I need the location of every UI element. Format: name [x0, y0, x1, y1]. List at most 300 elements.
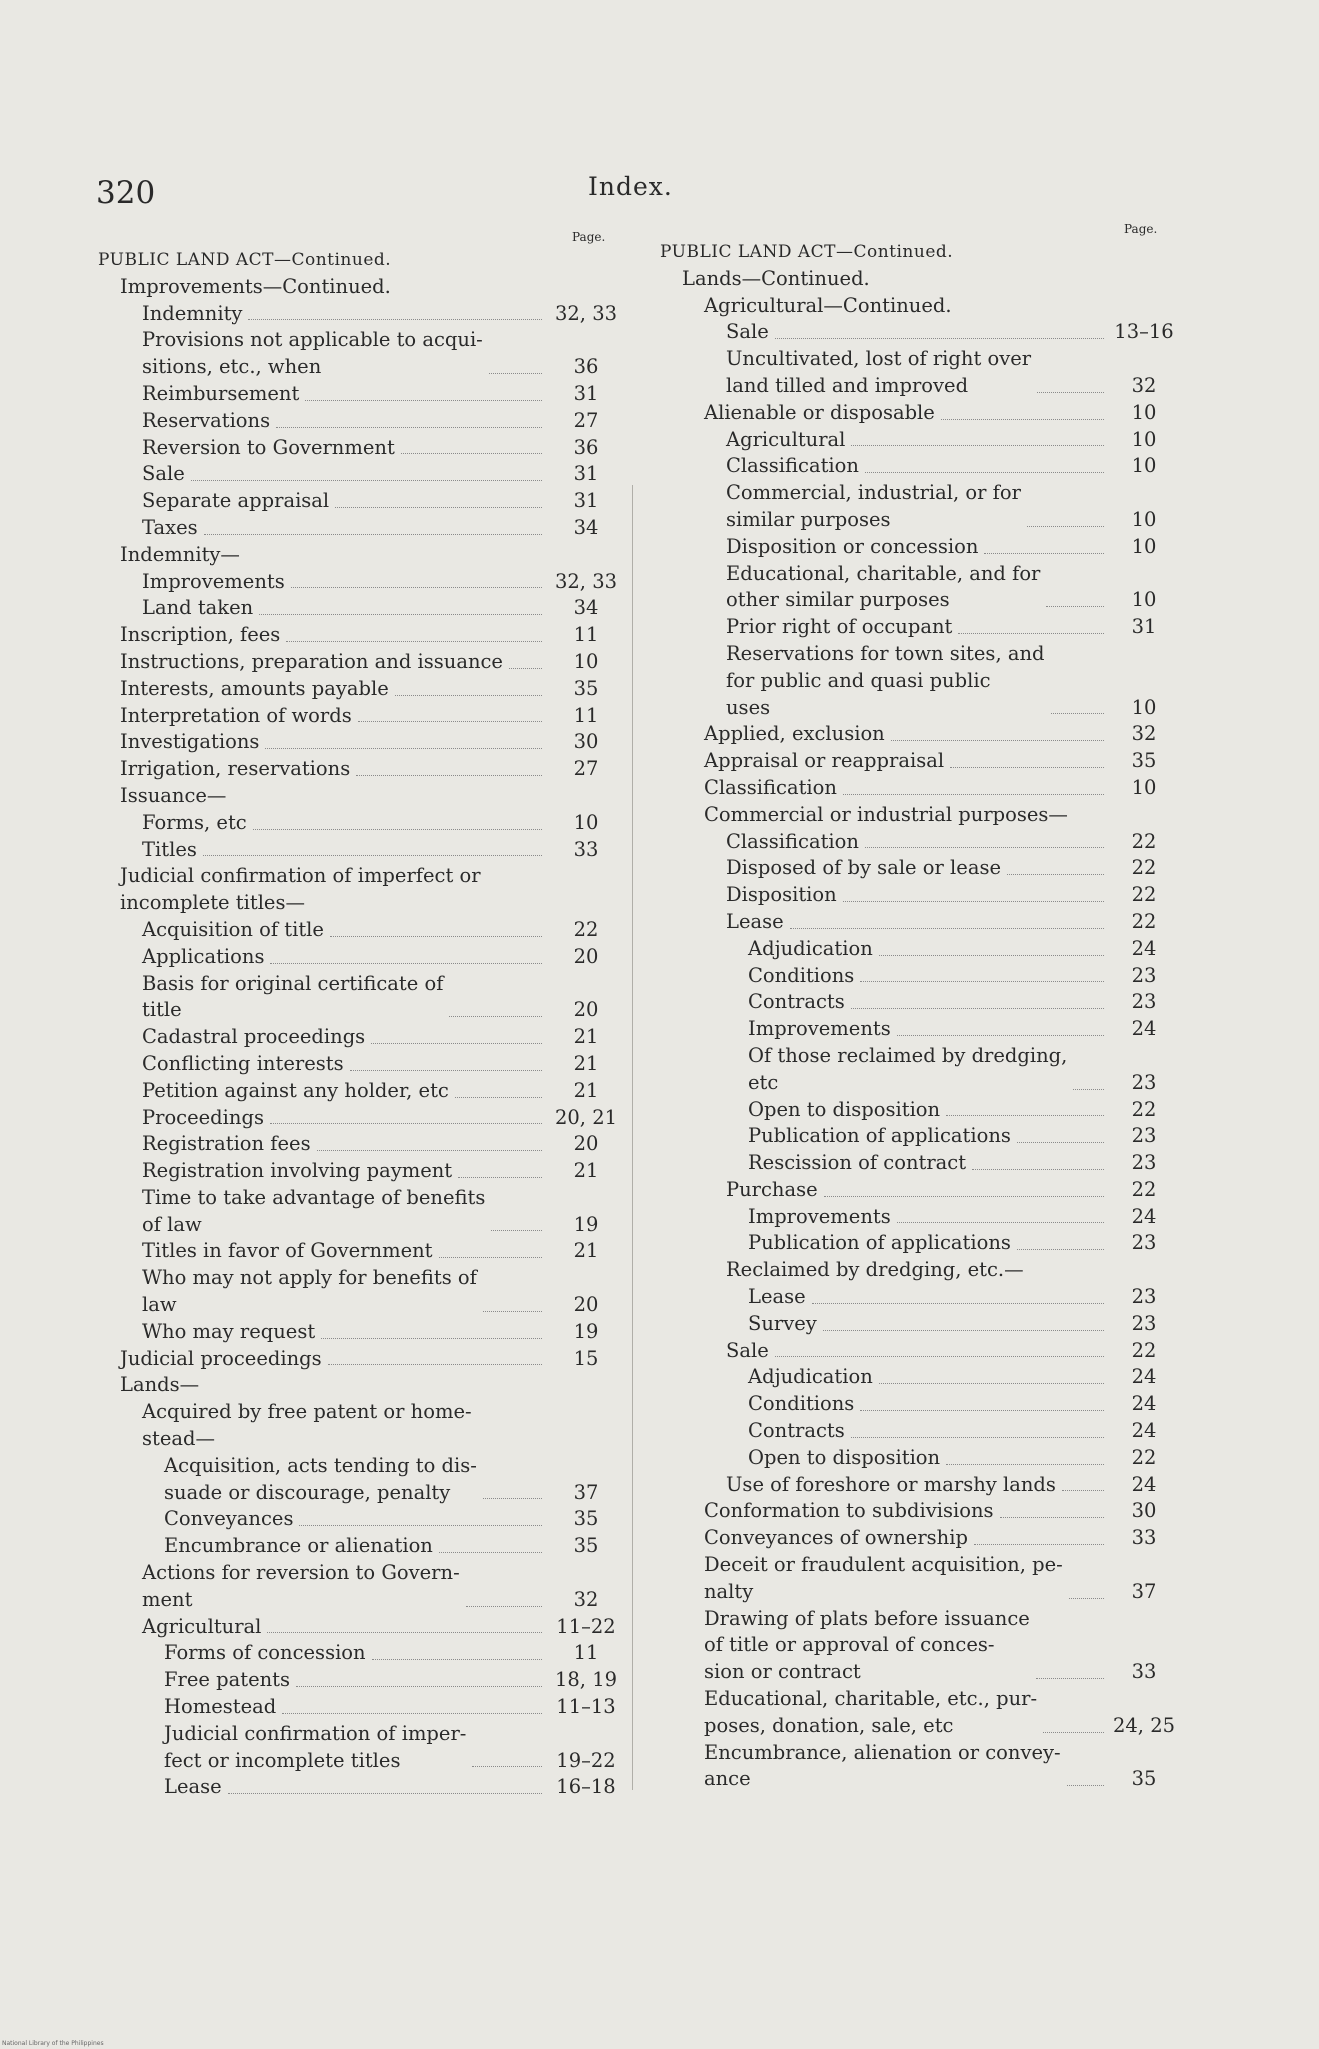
- index-entry-page: 36: [573, 435, 599, 459]
- dot-leader: [296, 1686, 542, 1687]
- index-entry-text: Disposed of by sale or lease: [726, 856, 1001, 880]
- index-entry: [98, 783, 624, 810]
- index-entry-text: Survey: [748, 1311, 817, 1335]
- dot-leader: [491, 1230, 542, 1231]
- dot-leader: [204, 534, 542, 535]
- index-entry-text: Agricultural—Continued.: [704, 293, 952, 317]
- index-entry: [98, 569, 624, 596]
- dot-leader: [509, 668, 542, 669]
- index-entry: [660, 1016, 1178, 1043]
- index-entry-page: 21: [573, 1025, 599, 1049]
- index-entry-text: Lease: [164, 1775, 222, 1799]
- index-entry: [98, 461, 624, 488]
- index-entry: [660, 1740, 1178, 1794]
- dot-leader: [455, 1097, 542, 1098]
- index-entry-text: Cadastral proceedings: [142, 1025, 366, 1049]
- index-entry: [660, 1097, 1178, 1124]
- index-entry-text: Open to disposition: [748, 1097, 941, 1121]
- dot-leader: [1037, 392, 1104, 393]
- index-entry-page: 20: [573, 998, 599, 1022]
- index-entry: [98, 729, 624, 756]
- page-column-label-right: Page.: [1124, 222, 1158, 236]
- index-entry-text: Commercial or industrial purposes—: [704, 802, 1068, 826]
- dot-leader: [775, 1356, 1104, 1357]
- index-entry-page: 10: [1131, 454, 1157, 478]
- index-entry-text: Educational, charitable, etc., pur- poses, donation, sale, etc: [704, 1687, 1038, 1737]
- index-entry-text: Rescission of contract: [748, 1151, 967, 1175]
- dot-leader: [851, 1437, 1104, 1438]
- index-entry-page: 24: [1131, 1365, 1157, 1389]
- dot-leader: [941, 419, 1104, 420]
- index-entry-text: Alienable or disposable: [704, 400, 935, 424]
- index-entry-text: Issuance—: [120, 783, 227, 807]
- index-entry: [98, 917, 624, 944]
- index-entry: [98, 1372, 624, 1399]
- dot-leader: [972, 1169, 1104, 1170]
- index-entry: [98, 1453, 624, 1507]
- dot-leader: [984, 553, 1104, 554]
- index-entry-text: Irrigation, reservations: [120, 757, 351, 781]
- index-entry-page: 32: [1131, 722, 1157, 746]
- dot-leader: [1036, 1678, 1104, 1679]
- index-entry-page: 35: [1131, 1767, 1157, 1791]
- dot-leader: [958, 633, 1104, 634]
- index-entry-text: Open to disposition: [748, 1445, 941, 1469]
- dot-leader: [335, 507, 542, 508]
- index-entry-text: Drawing of plats before issuance of title or approval of conces- sion or contract: [704, 1606, 1030, 1684]
- index-entry-page: 33: [1131, 1526, 1157, 1550]
- index-entry: [98, 1105, 624, 1132]
- index-entry: [660, 802, 1178, 829]
- index-entry: [98, 515, 624, 542]
- index-entry-page: 35: [573, 676, 599, 700]
- index-entry-text: Forms of concession: [164, 1641, 366, 1665]
- index-entry-text: Acquired by free patent or home- stead—: [142, 1400, 472, 1451]
- index-entry: [660, 829, 1178, 856]
- index-entry: [98, 1533, 624, 1560]
- index-entry-page: 35: [1131, 749, 1157, 773]
- dot-leader: [1043, 1732, 1104, 1733]
- dot-leader: [276, 427, 542, 428]
- dot-leader: [203, 855, 542, 856]
- dot-leader: [358, 721, 542, 722]
- index-entry-page: 31: [573, 462, 599, 486]
- index-entry-page: 20, 21: [554, 1105, 618, 1129]
- dot-leader: [860, 1410, 1104, 1411]
- index-entry-text: Agricultural: [142, 1614, 262, 1638]
- index-entry: [98, 1399, 624, 1453]
- index-entry-text: Homestead: [164, 1695, 277, 1719]
- index-entry: [98, 1051, 624, 1078]
- index-entry-page: 24, 25: [1112, 1713, 1176, 1737]
- index-entry: [660, 1364, 1178, 1391]
- dot-leader: [879, 1383, 1104, 1384]
- index-entry-text: Adjudication: [748, 1365, 873, 1389]
- dot-leader: [330, 936, 542, 937]
- index-entry-text: Investigations: [120, 730, 260, 754]
- index-entry-page: 10: [1131, 695, 1157, 719]
- index-entry: [98, 1024, 624, 1051]
- index-entry-page: 23: [1131, 1311, 1157, 1335]
- index-entry-text: Registration involving payment: [142, 1159, 453, 1183]
- index-entry-page: 10: [1131, 534, 1157, 558]
- dot-leader: [372, 1659, 542, 1660]
- dot-leader: [265, 748, 542, 749]
- index-entry-page: 24: [1131, 936, 1157, 960]
- dot-leader: [1007, 874, 1104, 875]
- index-entry: [660, 1338, 1178, 1365]
- dot-leader: [401, 453, 542, 454]
- index-entry-page: 21: [573, 1078, 599, 1102]
- index-entry: [660, 1418, 1178, 1445]
- dot-leader: [812, 1303, 1104, 1304]
- dot-leader: [1073, 1089, 1104, 1090]
- dot-leader: [395, 695, 542, 696]
- dot-leader: [891, 740, 1104, 741]
- index-entry-page: 22: [1131, 909, 1157, 933]
- index-entry-page: 10: [1131, 400, 1157, 424]
- index-entry: [98, 1694, 624, 1721]
- index-entry-text: Interpretation of words: [120, 703, 352, 727]
- index-entry: [660, 293, 1178, 320]
- footer-credit: National Library of the Philippines: [2, 2040, 104, 2047]
- index-entry-page: 22: [1131, 1177, 1157, 1201]
- index-entry-page: 19–22: [556, 1748, 616, 1772]
- index-entry: [98, 408, 624, 435]
- index-entry-text: Registration fees: [142, 1132, 311, 1156]
- index-entry: [98, 1774, 624, 1801]
- index-entry-text: Appraisal or reappraisal: [704, 749, 945, 773]
- index-entry-text: Instructions, preparation and issuance: [120, 649, 503, 673]
- dot-leader: [1017, 1142, 1104, 1143]
- dot-leader: [851, 445, 1104, 446]
- dot-leader: [282, 1713, 542, 1714]
- index-entry: [98, 488, 624, 515]
- index-entry: [98, 1265, 624, 1319]
- index-entry-text: Judicial proceedings: [120, 1346, 322, 1370]
- index-entry-text: Lease: [726, 909, 784, 933]
- index-entry-page: 22: [1131, 829, 1157, 853]
- dot-leader: [1017, 1249, 1104, 1250]
- index-entry: [660, 400, 1178, 427]
- index-entry-text: Acquisition of title: [142, 917, 324, 941]
- index-entry-text: Who may request: [142, 1319, 316, 1343]
- index-entry-page: 19: [573, 1212, 599, 1236]
- index-entry: [98, 1506, 624, 1533]
- index-entry-text: Publication of applications: [748, 1124, 1011, 1148]
- dot-leader: [248, 319, 542, 320]
- index-entry-page: 34: [573, 596, 599, 620]
- index-entry-text: Actions for reversion to Govern- ment: [142, 1561, 460, 1611]
- column-divider: [632, 485, 633, 1790]
- index-entry-page: 30: [573, 730, 599, 754]
- index-entry-text: Inscription, fees: [120, 623, 281, 647]
- index-entry-page: 23: [1131, 1151, 1157, 1175]
- index-entry-text: Educational, charitable, and for other similar purposes: [726, 561, 1041, 612]
- index-entry: [660, 1311, 1178, 1338]
- dot-leader: [1067, 1785, 1104, 1786]
- index-entry: [660, 480, 1178, 534]
- index-entry-text: Conflicting interests: [142, 1051, 344, 1075]
- index-entry: [660, 319, 1178, 346]
- index-entry-page: 27: [573, 408, 599, 432]
- index-entry: [660, 909, 1178, 936]
- index-entry: [660, 561, 1178, 615]
- index-entry-page: 21: [573, 1239, 599, 1263]
- index-entry-text: Uncultivated, lost of right over land tilled and improved: [726, 347, 1032, 397]
- index-entry-page: 20: [573, 1132, 599, 1156]
- index-entry: [660, 989, 1178, 1016]
- index-entry-page: 11: [573, 623, 599, 647]
- index-entry-text: Applications: [142, 944, 265, 968]
- index-entry-text: Conditions: [748, 963, 855, 987]
- dot-leader: [1027, 526, 1104, 527]
- index-entry: [98, 435, 624, 462]
- index-entry: [660, 1606, 1178, 1686]
- index-entry-page: 22: [1131, 883, 1157, 907]
- index-entry: [660, 1525, 1178, 1552]
- index-entry-page: 23: [1131, 990, 1157, 1014]
- index-entry: [98, 542, 624, 569]
- index-entry-text: Of those reclaimed by dredging, etc: [748, 1043, 1068, 1094]
- index-entry-text: Prior right of occupant: [726, 615, 953, 639]
- dot-leader: [860, 981, 1104, 982]
- index-entry: [98, 837, 624, 864]
- index-entry-page: 10: [1131, 507, 1157, 531]
- index-entry-text: Improvements: [748, 1204, 891, 1228]
- index-entry-text: Conditions: [748, 1392, 855, 1416]
- index-entry: [660, 882, 1178, 909]
- index-entry-page: 35: [573, 1507, 599, 1531]
- index-entry-page: 32, 33: [554, 301, 618, 325]
- dot-leader: [823, 1330, 1104, 1331]
- index-entry-page: 24: [1131, 1204, 1157, 1228]
- index-entry-text: Purchase: [726, 1177, 818, 1201]
- index-entry-text: Indemnity—: [120, 542, 240, 566]
- index-entry: [660, 1284, 1178, 1311]
- index-entry: [660, 266, 1178, 293]
- index-entry-text: Titles: [142, 837, 197, 861]
- dot-leader: [191, 480, 542, 481]
- index-entry-text: Agricultural: [726, 427, 846, 451]
- index-entry-text: Use of foreshore or marshy lands: [726, 1472, 1056, 1496]
- index-entry-text: Forms, etc: [142, 810, 247, 834]
- dot-leader: [356, 775, 542, 776]
- index-entry: [660, 1686, 1178, 1740]
- dot-leader: [1000, 1517, 1104, 1518]
- index-entry-text: Sale: [726, 320, 769, 344]
- index-entry: [98, 756, 624, 783]
- index-entry-page: 11: [573, 1641, 599, 1665]
- index-entry-page: 35: [573, 1534, 599, 1558]
- dot-leader: [950, 767, 1104, 768]
- dot-leader: [317, 1150, 542, 1151]
- index-entry: [660, 775, 1178, 802]
- index-entry-page: 13–16: [1114, 320, 1174, 344]
- dot-leader: [270, 963, 542, 964]
- index-entry-text: Adjudication: [748, 936, 873, 960]
- index-entry-page: 22: [1131, 1097, 1157, 1121]
- index-entry: [660, 239, 1178, 266]
- index-entry: [98, 944, 624, 971]
- index-entry-text: Classification: [704, 775, 837, 799]
- index-entry: [660, 1230, 1178, 1257]
- index-entry: [98, 810, 624, 837]
- index-entry-text: Sale: [726, 1338, 769, 1362]
- index-entry: [98, 301, 624, 328]
- dot-leader: [270, 1123, 542, 1124]
- index-entry-text: Lease: [748, 1285, 806, 1309]
- index-entry: [660, 936, 1178, 963]
- dot-leader: [472, 1766, 542, 1767]
- index-entry-text: Conformation to subdivisions: [704, 1499, 994, 1523]
- index-entry-text: Indemnity: [142, 301, 243, 325]
- index-entry: [98, 1640, 624, 1667]
- index-entry-text: Time to take advantage of benefits of law: [142, 1185, 486, 1236]
- index-entry-page: 22: [573, 917, 599, 941]
- index-entry-text: Conveyances: [164, 1507, 294, 1531]
- index-entry-text: Deceit or fraudulent acquisition, pe- nalty: [704, 1553, 1063, 1603]
- index-entry-text: Improvements—Continued.: [120, 274, 391, 298]
- index-entry-text: Taxes: [142, 515, 198, 539]
- index-entry: [98, 1078, 624, 1105]
- index-entry-page: 22: [1131, 1338, 1157, 1362]
- dot-leader: [483, 1498, 542, 1499]
- dot-leader: [449, 1016, 542, 1017]
- dot-leader: [228, 1793, 542, 1794]
- dot-leader: [946, 1115, 1104, 1116]
- index-entry: [660, 721, 1178, 748]
- dot-leader: [790, 928, 1104, 929]
- index-entry-page: 30: [1131, 1499, 1157, 1523]
- dot-leader: [305, 400, 542, 401]
- index-entry-page: 11–13: [556, 1695, 616, 1719]
- index-entry: [98, 863, 624, 917]
- index-entry-text: Disposition or concession: [726, 534, 979, 558]
- index-entry: [660, 534, 1178, 561]
- index-entry-text: Commercial, industrial, or for similar purposes: [726, 481, 1021, 531]
- index-entry-page: 15: [573, 1346, 599, 1370]
- index-entry-page: 24: [1131, 1472, 1157, 1496]
- index-entry: [660, 963, 1178, 990]
- index-entry: [98, 1319, 624, 1346]
- index-entry-text: Reimbursement: [142, 381, 300, 405]
- index-entry-text: Improvements: [748, 1017, 891, 1041]
- index-entry-page: 36: [573, 355, 599, 379]
- index-entry-text: Reservations for town sites, and for public and quasi public uses: [726, 641, 1045, 719]
- index-entry: [660, 346, 1178, 400]
- index-entry: [660, 855, 1178, 882]
- dot-leader: [865, 847, 1104, 848]
- index-entry-page: 23: [1131, 1070, 1157, 1094]
- index-entry-text: Improvements: [142, 569, 285, 593]
- index-entry-text: Conveyances of ownership: [704, 1526, 968, 1550]
- dot-leader: [775, 338, 1104, 339]
- index-entry: [660, 1150, 1178, 1177]
- index-entry-text: Interests, amounts payable: [120, 676, 389, 700]
- index-entry-page: 37: [573, 1480, 599, 1504]
- index-entry: [98, 622, 624, 649]
- index-entry-text: PUBLIC LAND ACT—Continued.: [98, 250, 392, 270]
- index-entry-text: Lands—: [120, 1373, 200, 1397]
- index-entry-page: 10: [1131, 775, 1157, 799]
- index-entry: [660, 748, 1178, 775]
- index-entry-page: 32: [1131, 373, 1157, 397]
- index-column-right: [660, 239, 1178, 1793]
- index-entry-page: 10: [1131, 427, 1157, 451]
- index-entry: [660, 453, 1178, 480]
- index-entry-page: 32, 33: [554, 569, 618, 593]
- page-title: Index.: [588, 172, 673, 201]
- index-entry-page: 20: [573, 944, 599, 968]
- index-entry-page: 20: [573, 1293, 599, 1317]
- index-entry-page: 10: [573, 649, 599, 673]
- index-entry-text: Classification: [726, 454, 859, 478]
- index-entry: [98, 1238, 624, 1265]
- dot-leader: [439, 1257, 542, 1258]
- dot-leader: [253, 829, 542, 830]
- index-entry: [98, 676, 624, 703]
- index-entry-page: 21: [573, 1051, 599, 1075]
- dot-leader: [1051, 713, 1104, 714]
- index-entry-text: Separate appraisal: [142, 489, 330, 513]
- index-entry: [98, 649, 624, 676]
- index-entry-page: 23: [1131, 1124, 1157, 1148]
- dot-leader: [843, 901, 1104, 902]
- index-entry: [98, 1667, 624, 1694]
- index-entry-page: 31: [573, 381, 599, 405]
- index-entry-page: 23: [1131, 1285, 1157, 1309]
- index-entry: [660, 1472, 1178, 1499]
- dot-leader: [1062, 1490, 1104, 1491]
- dot-leader: [466, 1606, 542, 1607]
- index-entry-page: 16–18: [556, 1775, 616, 1799]
- index-entry: [660, 1204, 1178, 1231]
- index-entry: [660, 427, 1178, 454]
- index-entry: [98, 274, 624, 301]
- index-entry-text: PUBLIC LAND ACT—Continued.: [660, 242, 954, 262]
- index-entry-page: 33: [1131, 1660, 1157, 1684]
- index-entry-page: 23: [1131, 963, 1157, 987]
- dot-leader: [879, 955, 1104, 956]
- dot-leader: [458, 1177, 542, 1178]
- index-column-left: [98, 247, 624, 1801]
- dot-leader: [350, 1070, 542, 1071]
- page-number: 320: [96, 175, 156, 211]
- index-entry: [660, 614, 1178, 641]
- dot-leader: [439, 1552, 542, 1553]
- index-entry: [660, 1123, 1178, 1150]
- index-entry: [98, 381, 624, 408]
- index-entry: [98, 1158, 624, 1185]
- dot-leader: [946, 1464, 1104, 1465]
- index-entry-text: Reversion to Government: [142, 435, 395, 459]
- page-column-label-left: Page.: [572, 230, 606, 244]
- dot-leader: [1069, 1598, 1104, 1599]
- dot-leader: [865, 472, 1104, 473]
- index-entry: [660, 641, 1178, 721]
- index-entry: [98, 971, 624, 1025]
- index-entry-text: Petition against any holder, etc: [142, 1078, 449, 1102]
- index-entry-text: Basis for original certificate of title: [142, 971, 444, 1022]
- dot-leader: [286, 641, 542, 642]
- index-entry-text: Publication of applications: [748, 1231, 1011, 1255]
- index-entry-text: Encumbrance, alienation or convey- ance: [704, 1740, 1061, 1791]
- dot-leader: [824, 1196, 1104, 1197]
- index-entry-text: Sale: [142, 462, 185, 486]
- index-entry: [660, 1445, 1178, 1472]
- dot-leader: [851, 1008, 1104, 1009]
